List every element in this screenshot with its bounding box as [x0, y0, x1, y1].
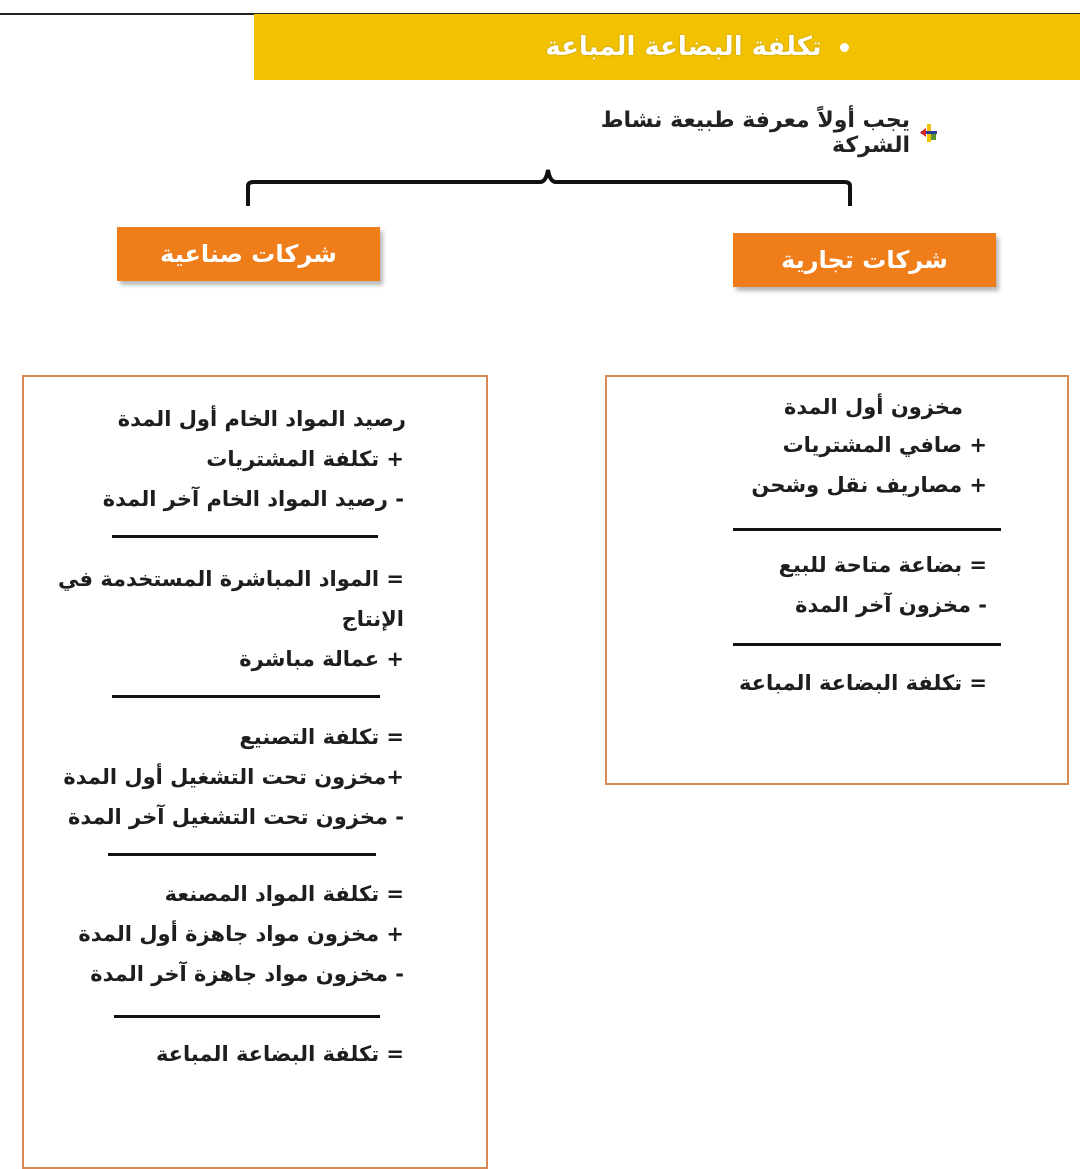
intro-line — [540, 108, 940, 158]
industrial-line: - رصيد المواد الخام آخر المدة — [102, 487, 404, 511]
separator-line — [733, 528, 1001, 531]
industrial-line: + عمالة مباشرة — [239, 647, 404, 671]
commercial-line: - مخزون آخر المدة — [795, 593, 987, 617]
commercial-line: = بضاعة متاحة للبيع — [778, 553, 987, 577]
arrow-bullet-icon — [918, 122, 940, 144]
title-banner — [254, 14, 1080, 80]
industrial-line: = تكلفة البضاعة المباعة — [155, 1042, 404, 1066]
commercial-line: + صافي المشتريات — [782, 433, 987, 457]
industrial-line: - مخزون مواد جاهزة آخر المدة — [90, 962, 404, 986]
hierarchy-brace — [240, 166, 860, 210]
industrial-line: +مخزون تحت التشغيل أول المدة — [63, 765, 404, 789]
separator-line — [114, 1015, 380, 1018]
industrial-companies-label: شركات صناعية — [160, 240, 337, 268]
industrial-line: الإنتاج — [341, 607, 404, 631]
commercial-line: = تكلفة البضاعة المباعة — [738, 671, 987, 695]
industrial-line: رصيد المواد الخام أول المدة — [117, 407, 406, 431]
separator-line — [112, 695, 380, 698]
commercial-line: + مصاريف نقل وشحن — [751, 473, 987, 497]
separator-line — [108, 853, 376, 856]
industrial-line: = المواد المباشرة المستخدمة في — [58, 567, 404, 591]
commercial-line: مخزون أول المدة — [784, 395, 963, 419]
industrial-line: + مخزون مواد جاهزة أول المدة — [78, 922, 404, 946]
page-title: تكلفة البضاعة المباعة — [545, 32, 822, 62]
commercial-companies-label: شركات تجارية — [781, 246, 948, 274]
intro-text: يجب أولاً معرفة طبيعة نشاط الشركة — [600, 108, 910, 158]
separator-line — [733, 643, 1001, 646]
industrial-line: + تكلفة المشتريات — [206, 447, 404, 471]
dot-bullet-icon — [840, 43, 849, 52]
industrial-panel — [22, 375, 488, 1169]
industrial-line: = تكلفة المواد المصنعة — [164, 882, 404, 906]
commercial-companies-box — [733, 233, 996, 287]
separator-line — [112, 535, 378, 538]
commercial-panel — [605, 375, 1069, 785]
industrial-line: = تكلفة التصنيع — [239, 725, 404, 749]
industrial-line: - مخزون تحت التشغيل آخر المدة — [68, 805, 404, 829]
industrial-companies-box — [117, 227, 380, 281]
